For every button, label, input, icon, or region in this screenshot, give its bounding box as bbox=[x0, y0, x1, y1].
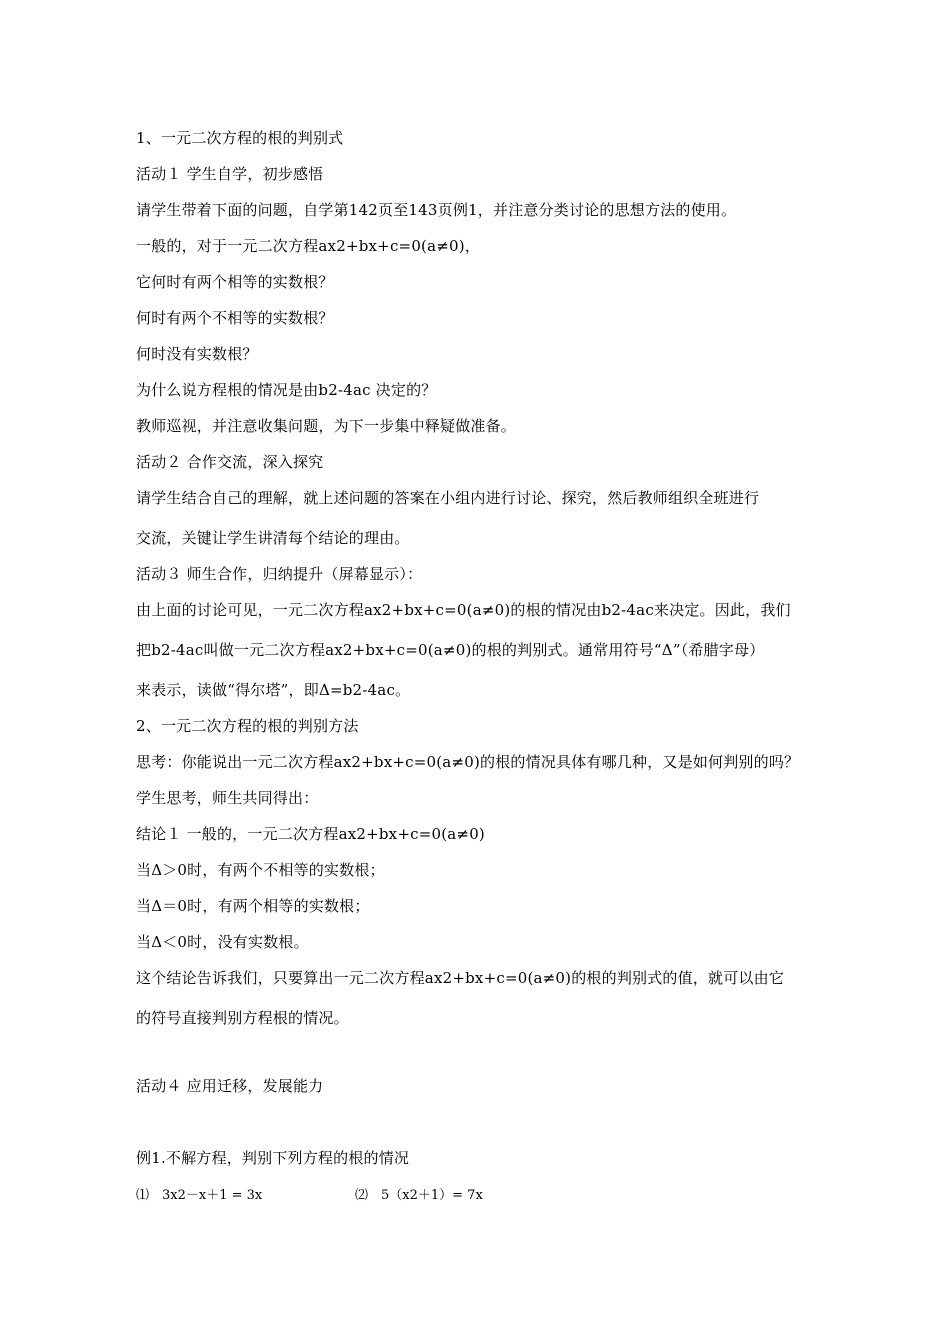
paragraph-line: 请学生结合自己的理解，就上述问题的答案在小组内进行讨论、探究，然后教师组织全班进行 bbox=[136, 489, 760, 507]
paragraph-line: 学生思考，师生共同得出： bbox=[136, 789, 319, 807]
activity-3-heading: 活动３ 师生合作，归纳提升（屏幕显示）： bbox=[136, 565, 423, 583]
paragraph-line: 来表示，读做“得尔塔”，即Δ=b2-4ac。 bbox=[136, 681, 411, 699]
question-line: 何时没有实数根？ bbox=[136, 345, 258, 363]
section-heading-1: 1、一元二次方程的根的判别式 bbox=[136, 129, 344, 147]
conclusion-case: 当Δ＞0时，有两个不相等的实数根； bbox=[136, 861, 385, 879]
activity-1-heading: 活动１ 学生自学，初步感悟 bbox=[136, 165, 324, 183]
activity-4-heading: 活动４ 应用迁移，发展能力 bbox=[136, 1077, 324, 1095]
example-item-1: ⑴ 3x2－x＋1 = 3x bbox=[136, 1188, 263, 1203]
paragraph-line: 教师巡视，并注意收集问题，为下一步集中释疑做准备。 bbox=[136, 417, 517, 435]
paragraph-line: 一般的，对于一元二次方程ax2+bx+c=0(a≠0)， bbox=[136, 237, 481, 255]
section-heading-2: 2、一元二次方程的根的判别方法 bbox=[136, 717, 359, 735]
example-1-heading: 例1.不解方程，判别下列方程的根的情况 bbox=[136, 1149, 410, 1167]
paragraph-line: 的符号直接判别方程根的情况。 bbox=[136, 1009, 349, 1027]
activity-2-heading: 活动２ 合作交流，深入探究 bbox=[136, 453, 324, 471]
paragraph-line: 由上面的讨论可见，一元二次方程ax2+bx+c=0(a≠0)的根的情况由b2-4ac来决定。因此，我们 bbox=[136, 601, 791, 619]
example-item-2: ⑵ 5（x2＋1）= 7x bbox=[355, 1188, 483, 1203]
paragraph-line: 请学生带着下面的问题，自学第142页至143页例1，并注意分类讨论的思想方法的使用。 bbox=[136, 201, 737, 219]
conclusion-1-heading: 结论１ 一般的，一元二次方程ax2+bx+c=0(a≠0) bbox=[136, 825, 485, 843]
question-line: 它何时有两个相等的实数根？ bbox=[136, 273, 334, 291]
paragraph-line: 思考：你能说出一元二次方程ax2+bx+c=0(a≠0)的根的情况具体有哪几种，又是如何判别的吗？ bbox=[136, 753, 800, 771]
paragraph-line: 这个结论告诉我们，只要算出一元二次方程ax2+bx+c=0(a≠0)的根的判别式的值，就可以由它 bbox=[136, 969, 785, 987]
paragraph-line: 把b2-4ac叫做一元二次方程ax2+bx+c=0(a≠0)的根的判别式。通常用符号“Δ”（希腊字母） bbox=[136, 641, 765, 659]
question-line: 为什么说方程根的情况是由b2-4ac 决定的？ bbox=[136, 381, 437, 399]
conclusion-case: 当Δ＝0时，有两个相等的实数根； bbox=[136, 897, 370, 915]
question-line: 何时有两个不相等的实数根？ bbox=[136, 309, 334, 327]
conclusion-case: 当Δ＜0时，没有实数根。 bbox=[136, 933, 309, 951]
paragraph-line: 交流，关键让学生讲清每个结论的理由。 bbox=[136, 529, 410, 547]
